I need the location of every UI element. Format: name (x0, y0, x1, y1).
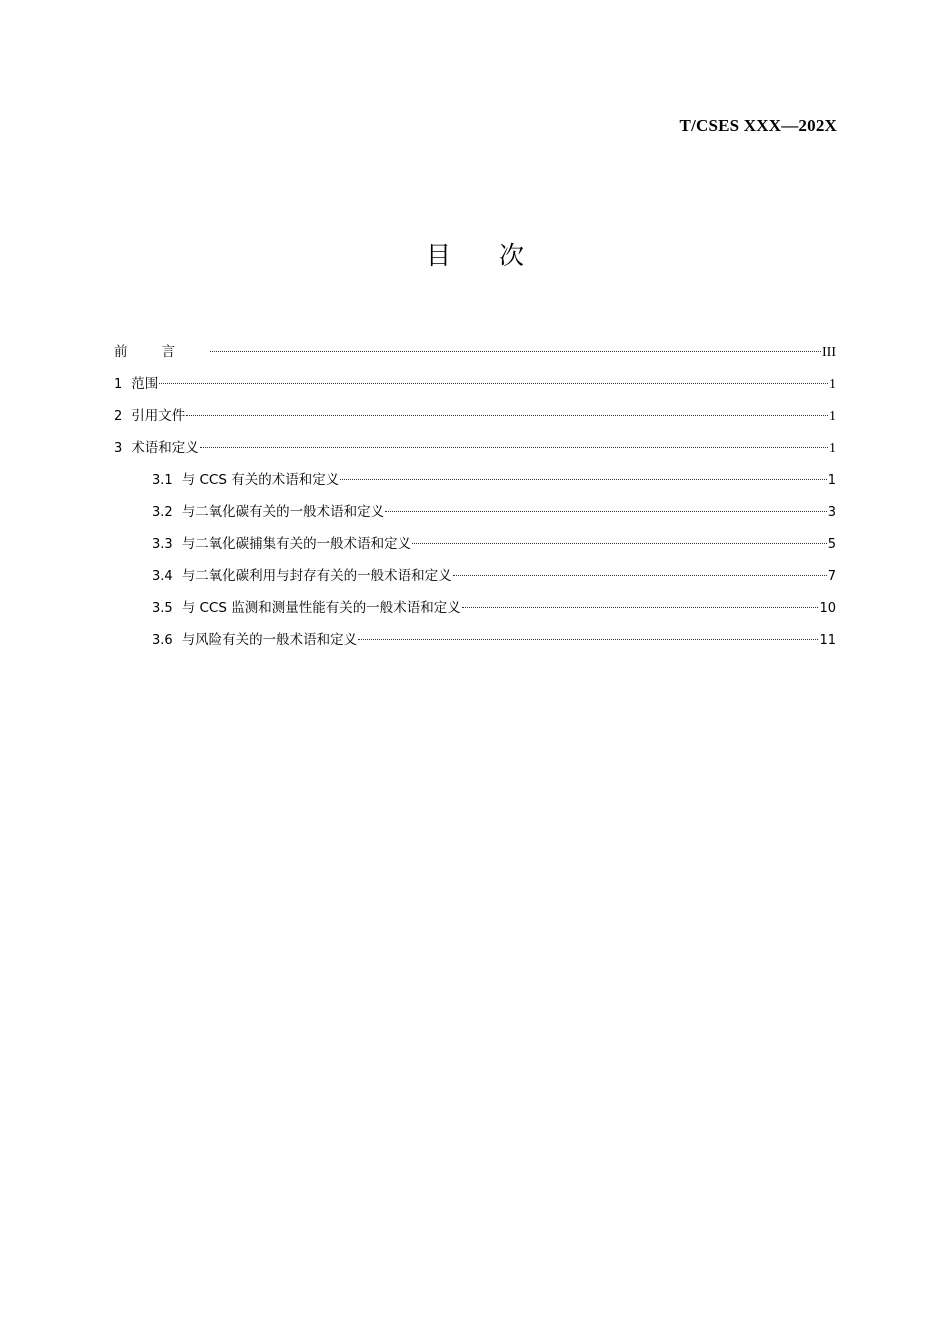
toc-entry-number: 3.2 (152, 505, 173, 520)
toc-title-char-1: 目 (425, 241, 451, 270)
toc-entry-text: 术语和定义 (131, 440, 199, 456)
toc-entry-3-3[interactable] (114, 532, 836, 564)
toc-leader-dots (462, 607, 819, 608)
toc-entry-text: 与二氧化碳利用与封存有关的一般术语和定义 (181, 568, 452, 584)
toc-entry-page: 7 (827, 569, 836, 584)
toc-title-char-2: 次 (499, 241, 525, 270)
toc-leader-dots (200, 447, 828, 448)
toc-leader-dots (186, 415, 828, 416)
toc-entry-3-4[interactable] (114, 564, 836, 596)
toc-entry-text: 与二氧化碳有关的一般术语和定义 (181, 504, 385, 520)
toc-entry-references[interactable] (114, 404, 836, 436)
toc-leader-dots (159, 383, 828, 384)
toc-entry-3-5[interactable] (114, 596, 836, 628)
toc-entry-page: 1 (829, 441, 836, 456)
toc-entry-text: 与 CCS 监测和测量性能有关的一般术语和定义 (181, 600, 461, 616)
toc-entry-number: 3 (114, 441, 123, 456)
toc-leader-dots (453, 575, 827, 576)
table-of-contents (114, 340, 836, 660)
toc-entry-scope[interactable] (114, 372, 836, 404)
toc-entry-page: 5 (827, 537, 836, 552)
toc-entry-page: 3 (827, 505, 836, 520)
toc-leader-dots (210, 351, 821, 352)
document-code: T/CSES XXX—202X (679, 116, 837, 135)
toc-entry-number: 3.5 (152, 601, 173, 616)
toc-entry-number: 3.4 (152, 569, 173, 584)
toc-entry-text: 前言 (114, 344, 209, 360)
toc-entry-number: 3.6 (152, 633, 173, 648)
toc-entry-terms[interactable] (114, 436, 836, 468)
toc-entry-text: 引用文件 (131, 408, 186, 424)
toc-entry-page: 11 (819, 633, 836, 648)
toc-leader-dots (385, 511, 827, 512)
toc-entry-number: 2 (114, 409, 123, 424)
toc-entry-number: 3.3 (152, 537, 173, 552)
toc-title (0, 236, 950, 272)
toc-entry-number: 3.1 (152, 473, 173, 488)
toc-entry-page: 10 (819, 601, 836, 616)
toc-entry-page: 1 (829, 409, 836, 424)
toc-entry-text: 与风险有关的一般术语和定义 (181, 632, 358, 648)
toc-entry-text: 范围 (131, 376, 159, 392)
toc-entry-page: 1 (829, 377, 836, 392)
toc-entry-3-1[interactable] (114, 468, 836, 500)
toc-entry-text: 与二氧化碳捕集有关的一般术语和定义 (181, 536, 412, 552)
toc-entry-page: 1 (827, 473, 836, 488)
toc-entry-text: 与 CCS 有关的术语和定义 (181, 472, 340, 488)
toc-entry-3-6[interactable] (114, 628, 836, 660)
toc-leader-dots (340, 479, 827, 480)
toc-leader-dots (412, 543, 827, 544)
toc-entry-page: III (822, 345, 836, 360)
toc-entry-3-2[interactable] (114, 500, 836, 532)
toc-entry-foreword[interactable] (114, 340, 836, 372)
toc-leader-dots (358, 639, 818, 640)
toc-entry-number: 1 (114, 377, 123, 392)
